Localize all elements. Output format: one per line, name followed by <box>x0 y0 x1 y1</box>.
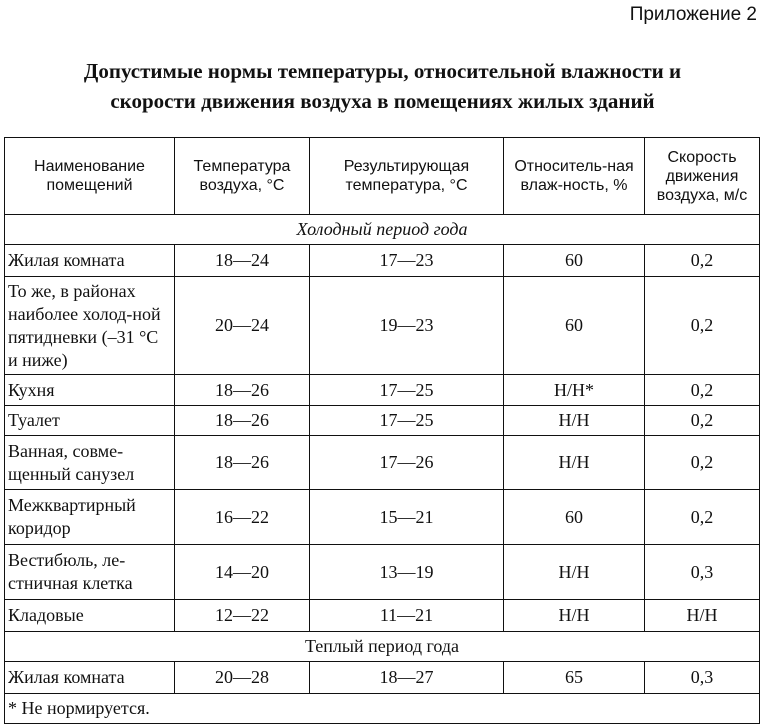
warm-period-title: Теплый период года <box>5 632 760 662</box>
air-temp: 20—24 <box>175 277 310 375</box>
air-temp: 16—22 <box>175 490 310 545</box>
room-name: Вестибюль, ле-стничная клетка <box>5 545 175 600</box>
humidity: Н/Н <box>504 545 645 600</box>
humidity: 60 <box>504 490 645 545</box>
result-temp: 17—25 <box>310 406 504 436</box>
page-title <box>0 56 765 116</box>
result-temp: 17—23 <box>310 245 504 277</box>
footnote: * Не нормируется. <box>5 694 760 724</box>
humidity: Н/Н <box>504 436 645 490</box>
air-speed: 0,2 <box>645 436 760 490</box>
air-temp: 18—26 <box>175 375 310 406</box>
section-row-cold <box>5 215 760 245</box>
air-speed: 0,2 <box>645 490 760 545</box>
humidity: Н/Н <box>504 406 645 436</box>
norms-table <box>4 137 760 724</box>
room-name: Ванная, совме-щенный санузел <box>5 436 175 490</box>
air-speed: 0,2 <box>645 277 760 375</box>
room-name: Кухня <box>5 375 175 406</box>
header-row <box>5 138 760 215</box>
air-speed: 0,3 <box>645 545 760 600</box>
header-speed: Скорость движения воздуха, м/с <box>645 138 760 215</box>
room-name: Межквартирный коридор <box>5 490 175 545</box>
table-row <box>5 375 760 406</box>
cold-period-title: Холодный период года <box>5 215 760 245</box>
result-temp: 11—21 <box>310 600 504 632</box>
room-name: То же, в районах наиболее холод-ной пятидневки (–31 °С и ниже) <box>5 277 175 375</box>
air-temp: 18—26 <box>175 406 310 436</box>
humidity: Н/Н <box>504 600 645 632</box>
table-row <box>5 406 760 436</box>
table-row <box>5 436 760 490</box>
header-humidity: Относитель-ная влаж-ность, % <box>504 138 645 215</box>
table-row <box>5 545 760 600</box>
air-speed: 0,2 <box>645 375 760 406</box>
table-row <box>5 490 760 545</box>
room-name: Жилая комната <box>5 245 175 277</box>
air-temp: 20—28 <box>175 662 310 694</box>
room-name: Жилая комната <box>5 662 175 694</box>
table-row <box>5 600 760 632</box>
result-temp: 17—26 <box>310 436 504 490</box>
section-row-warm <box>5 632 760 662</box>
table-row <box>5 245 760 277</box>
humidity: 65 <box>504 662 645 694</box>
air-temp: 18—24 <box>175 245 310 277</box>
air-speed: 0,3 <box>645 662 760 694</box>
result-temp: 18—27 <box>310 662 504 694</box>
humidity: 60 <box>504 277 645 375</box>
result-temp: 15—21 <box>310 490 504 545</box>
title-line-2: скорости движения воздуха в помещениях жилых зданий <box>110 89 655 113</box>
air-speed: Н/Н <box>645 600 760 632</box>
footnote-row <box>5 694 760 724</box>
humidity: Н/Н* <box>504 375 645 406</box>
air-speed: 0,2 <box>645 406 760 436</box>
humidity: 60 <box>504 245 645 277</box>
header-name: Наименование помещений <box>5 138 175 215</box>
header-air-temp: Температура воздуха, °С <box>175 138 310 215</box>
room-name: Кладовые <box>5 600 175 632</box>
air-temp: 14—20 <box>175 545 310 600</box>
result-temp: 17—25 <box>310 375 504 406</box>
air-speed: 0,2 <box>645 245 760 277</box>
room-name: Туалет <box>5 406 175 436</box>
table-row <box>5 277 760 375</box>
result-temp: 13—19 <box>310 545 504 600</box>
title-line-1: Допустимые нормы температуры, относительной влажности и <box>83 59 682 83</box>
air-temp: 18—26 <box>175 436 310 490</box>
table-row <box>5 662 760 694</box>
header-result-temp: Результирующая температура, °С <box>310 138 504 215</box>
appendix-label: Приложение 2 <box>629 4 757 25</box>
result-temp: 19—23 <box>310 277 504 375</box>
air-temp: 12—22 <box>175 600 310 632</box>
